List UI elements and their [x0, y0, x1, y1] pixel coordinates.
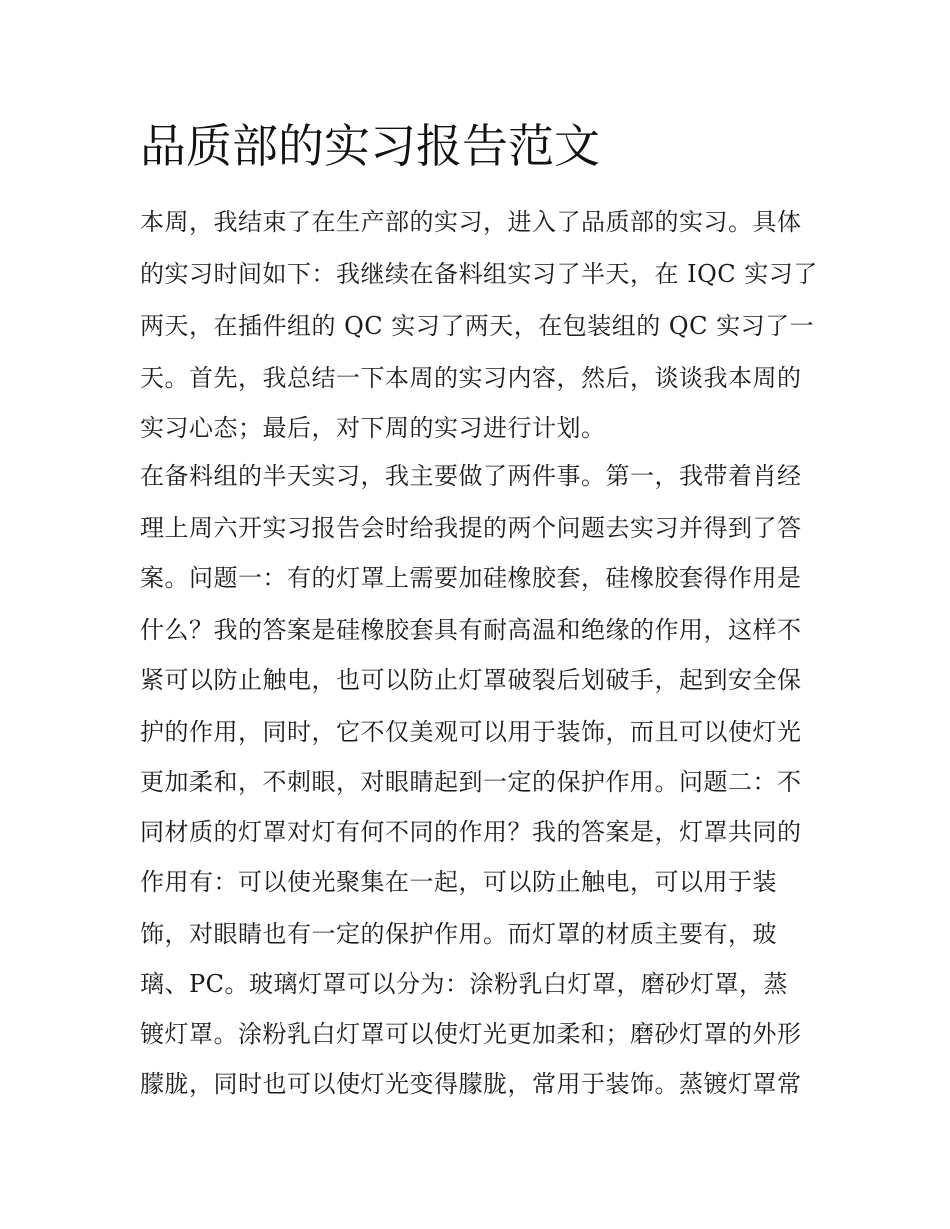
body-line: 案。问题一：有的灯罩上需要加硅橡胶套，硅橡胶套得作用是 — [140, 564, 802, 592]
body-line: 什么？我的答案是硅橡胶套具有耐高温和绝缘的作用，这样不 — [140, 616, 802, 644]
body-line: 作用有：可以使光聚集在一起，可以防止触电，可以用于装 — [140, 868, 777, 896]
body-line: 实习心态；最后，对下周的实习进行计划。 — [140, 414, 606, 442]
document-title: 品质部的实习报告范文 — [140, 119, 600, 173]
body-line: 的实习时间如下：我继续在备料组实习了半天，在 IQC 实习了 — [140, 260, 818, 288]
body-line: 理上周六开实习报告会时给我提的两个问题去实习并得到了答 — [140, 514, 802, 542]
body-line: 朦胧，同时也可以使灯光变得朦胧，常用于装饰。蒸镀灯罩常 — [140, 1070, 802, 1098]
body-line: 镀灯罩。涂粉乳白灯罩可以使灯光更加柔和；磨砂灯罩的外形 — [140, 1020, 802, 1048]
body-line: 本周，我结束了在生产部的实习，进入了品质部的实习。具体 — [140, 208, 802, 236]
body-line: 天。首先，我总结一下本周的实习内容，然后，谈谈我本周的 — [140, 364, 802, 392]
body-line: 在备料组的半天实习，我主要做了两件事。第一，我带着肖经 — [140, 462, 802, 490]
body-line: 璃、PC。玻璃灯罩可以分为：涂粉乳白灯罩，磨砂灯罩，蒸 — [140, 970, 789, 998]
body-line: 护的作用，同时，它不仅美观可以用于装饰，而且可以使灯光 — [140, 718, 802, 746]
body-line: 同材质的灯罩对灯有何不同的作用？我的答案是，灯罩共同的 — [140, 818, 802, 846]
body-line: 两天，在插件组的 QC 实习了两天，在包装组的 QC 实习了一 — [140, 312, 815, 340]
body-line: 饰，对眼睛也有一定的保护作用。而灯罩的材质主要有，玻 — [140, 920, 777, 948]
body-line: 更加柔和，不刺眼，对眼睛起到一定的保护作用。问题二：不 — [140, 768, 802, 796]
body-line: 紧可以防止触电，也可以防止灯罩破裂后划破手，起到安全保 — [140, 666, 802, 694]
